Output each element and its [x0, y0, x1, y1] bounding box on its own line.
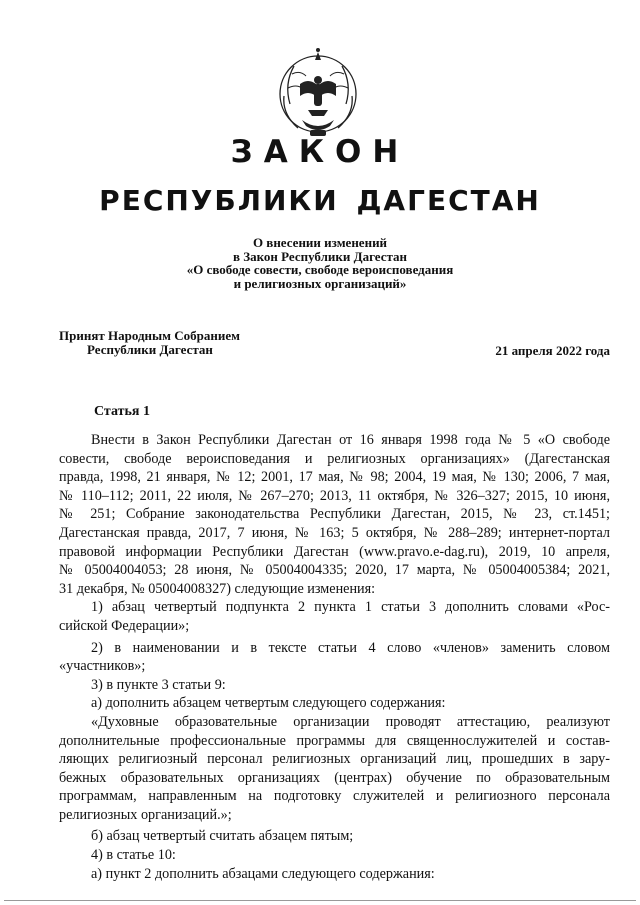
body-line: № 110–112; 2011, 22 июля, № 267–270; 2013, 11 октября, № 326–327; 2015, 10 июня, — [59, 487, 610, 504]
body-line: № 251; Собрание законодательства Республики Дагестан, 2015, № 23, ст.1451; — [59, 506, 610, 523]
body-line: совести, свободе вероисповедания и религиозных организациях» (Дагестанская — [59, 450, 610, 467]
subtitle-line: «О свободе совести, свободе вероисповедания — [186, 262, 454, 277]
body-line: 4) в статье 10: — [91, 847, 176, 864]
body-line: правовой информации Республики Дагестан (www.pravo.e-dag.ru), 2019, 10 апреля, — [59, 543, 610, 560]
adopted-line: Республики Дагестан — [87, 342, 213, 357]
adopted-line: Принят Народным Собранием — [59, 328, 241, 343]
law-heading-republic: РЕСПУБЛИКИ ДАГЕСТАН — [99, 184, 541, 217]
page-bottom-rule — [4, 900, 636, 901]
body-line: б) абзац четвертый считать абзацем пятым; — [91, 828, 354, 845]
coat-of-arms-emblem — [270, 44, 366, 144]
law-heading: ЗАКОН — [230, 134, 410, 170]
law-subtitle — [120, 236, 520, 290]
subtitle-line: и религиозных организаций» — [233, 275, 407, 291]
body-line: а) дополнить абзацем четвертым следующего содержания: — [91, 695, 446, 712]
body-line: бежных образовательных организациях (центрах) обучение по образовательным — [59, 769, 610, 786]
body-line: 2) в наименовании и в тексте статьи 4 слово «членов» заменить словом — [91, 639, 610, 656]
subtitle-line: в Закон Республики Дагестан — [232, 248, 408, 264]
body-line: ляющих религиозный персонал религиозных организаций лиц, прошедших в зару- — [59, 751, 610, 768]
body-line: «участников»; — [59, 658, 146, 675]
body-line: Внести в Закон Республики Дагестан от 16 января 1998 года № 5 «О свободе — [91, 432, 610, 448]
body-line: № 05004004053; 28 июня, № 05004004335; 2020, 17 марта, № 05004005384; 2021, — [59, 562, 610, 579]
article-body — [59, 431, 610, 883]
body-line: «Духовные образовательные организации проводят аттестацию, реализуют — [91, 713, 610, 730]
article-title: Статья 1 — [94, 404, 150, 419]
body-line: религиозных организаций.»; — [59, 806, 232, 823]
adopted-by — [59, 329, 240, 357]
adopted-date: 21 апреля 2022 года — [495, 343, 610, 358]
subtitle-line: О внесении изменений — [252, 235, 388, 250]
body-line: Дагестанская правда, 2017, 7 июня, № 163; 5 октября, № 288–289; интернет-портал — [59, 524, 610, 541]
body-line: сийской Федерации»; — [59, 617, 190, 634]
body-line: а) пункт 2 дополнить абзацами следующего содержания: — [91, 865, 435, 882]
body-line: правда, 1998, 21 января, № 12; 2001, 17 мая, № 98; 2004, 19 мая, № 130; 2006, 7 мая, — [59, 469, 610, 486]
body-line: программам, направленным на подготовку служителей и религиозного персонала — [59, 788, 610, 805]
body-line: дополнительные профессиональные программы для священнослужителей и состав- — [59, 732, 610, 749]
body-line: 31 декабря, № 05004008327) следующие изменения: — [59, 580, 376, 597]
body-line: 3) в пункте 3 статьи 9: — [91, 676, 226, 693]
body-line: 1) абзац четвертый подпункта 2 пункта 1 статьи 3 дополнить словами «Рос- — [91, 599, 610, 616]
